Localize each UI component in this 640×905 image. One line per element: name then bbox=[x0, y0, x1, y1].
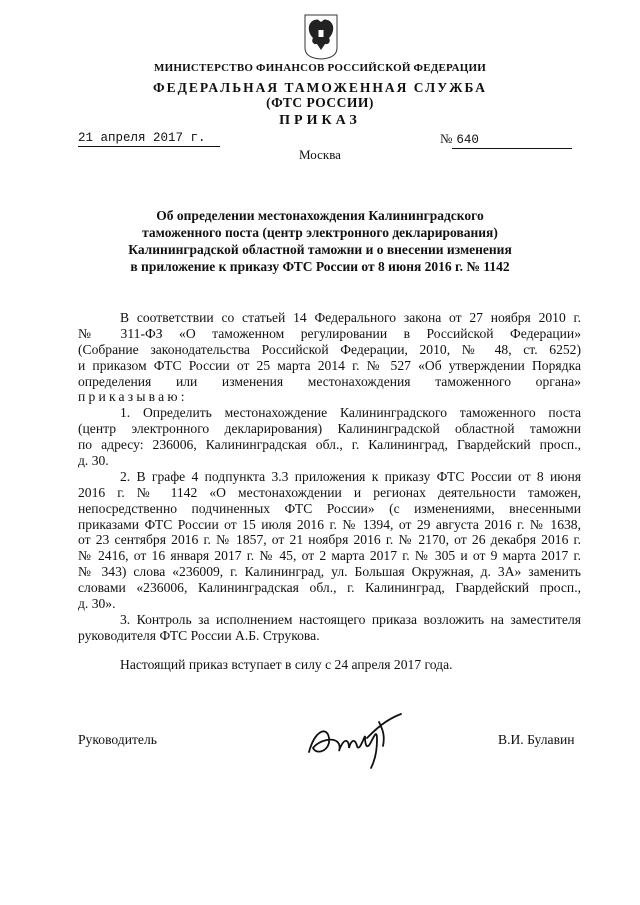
title-line: в приложение к приказу ФТС России от 8 июня 2016 г. № 1142 bbox=[130, 259, 510, 274]
effective-date-text: Настоящий приказ вступает в силу с 24 апреля 2017 года. bbox=[120, 657, 453, 672]
body-line: (Собрание законодательства Российской Федерации, 2010, № 48, ст. 6252) bbox=[78, 341, 581, 357]
handwritten-signature bbox=[305, 700, 405, 775]
body-line: № 343) слова «236009, г. Калининград, ул. Большая Окружная, д. 3А» заменить bbox=[78, 564, 581, 580]
body-line: д. 30. bbox=[78, 453, 109, 469]
city: Москва bbox=[299, 147, 341, 162]
body-line: 3. Контроль за исполнением настоящего приказа возложить на заместителя bbox=[120, 611, 581, 627]
body-line: приказами ФТС России от 15 июля 2016 г. № 1394, от 29 августа 2016 г. № 1638, bbox=[78, 516, 581, 532]
service-name: ФЕДЕРАЛЬНАЯ ТАМОЖЕННАЯ СЛУЖБА bbox=[153, 80, 487, 95]
title-line: Об определении местонахождения Калининградского bbox=[156, 208, 484, 223]
service-short-name: (ФТС РОССИИ) bbox=[266, 95, 374, 110]
number-value: 640 bbox=[452, 133, 572, 149]
body-line: словами «236006, Калининградская обл., г. Калининград, Гвардейский просп., bbox=[78, 580, 581, 596]
body-line: руководителя ФТС России А.Б. Струкова. bbox=[78, 627, 320, 643]
body-line: 2. В графе 4 подпункта 3.3 приложения к приказу ФТС России от 8 июня bbox=[120, 468, 581, 484]
title-line: таможенного поста (центр электронного декларирования) bbox=[142, 225, 498, 240]
body-line: по адресу: 236006, Калининградская обл., г. Калининград, Гвардейский просп., bbox=[78, 437, 581, 453]
order-date: 21 апреля 2017 г. bbox=[78, 131, 220, 147]
body-line: и приказом ФТС России от 25 марта 2014 г. № 527 «Об утверждении Порядка bbox=[78, 357, 581, 373]
body-line: № 311-ФЗ «О таможенном регулировании в Российской Федерации» bbox=[78, 325, 581, 341]
body-line: № 2416, от 16 января 2017 г. № 45, от 2 марта 2017 г. № 305 и от 9 марта 2017 г. bbox=[78, 548, 581, 564]
ministry-name: МИНИСТЕРСТВО ФИНАНСОВ РОССИЙСКОЙ ФЕДЕРАЦИИ bbox=[154, 62, 486, 74]
body-line: приказываю: bbox=[78, 389, 188, 405]
coat-of-arms-emblem bbox=[304, 14, 338, 65]
signer-name: В.И. Булавин bbox=[498, 732, 575, 747]
document-type: ПРИКАЗ bbox=[279, 113, 361, 128]
body-line: В соответствии со статьей 14 Федерального закона от 27 ноября 2010 г. bbox=[120, 310, 581, 325]
body-line: 2016 г. № 1142 «О местонахождении и регионах деятельности таможен, bbox=[78, 484, 581, 500]
body-line: непосредственно подчиненных ФТС России» (с изменениями, внесенными bbox=[78, 500, 581, 516]
body-line: (центр электронного декларирования) Калининградской областной таможни bbox=[78, 421, 581, 437]
order-title bbox=[0, 207, 640, 275]
order-body bbox=[78, 310, 581, 644]
title-line: Калининградской областной таможни и о внесении изменения bbox=[128, 242, 512, 257]
number-sign: № bbox=[440, 131, 453, 146]
body-line: 1. Определить местонахождение Калининградского таможенного поста bbox=[120, 405, 581, 421]
body-line: д. 30». bbox=[78, 596, 116, 612]
body-line: от 23 сентября 2016 г. № 1857, от 21 ноября 2016 г. № 2170, от 26 декабря 2016 г. bbox=[78, 532, 581, 548]
signer-role: Руководитель bbox=[78, 732, 157, 747]
body-line: определения или изменения местонахождения таможенного органа» bbox=[78, 373, 581, 389]
